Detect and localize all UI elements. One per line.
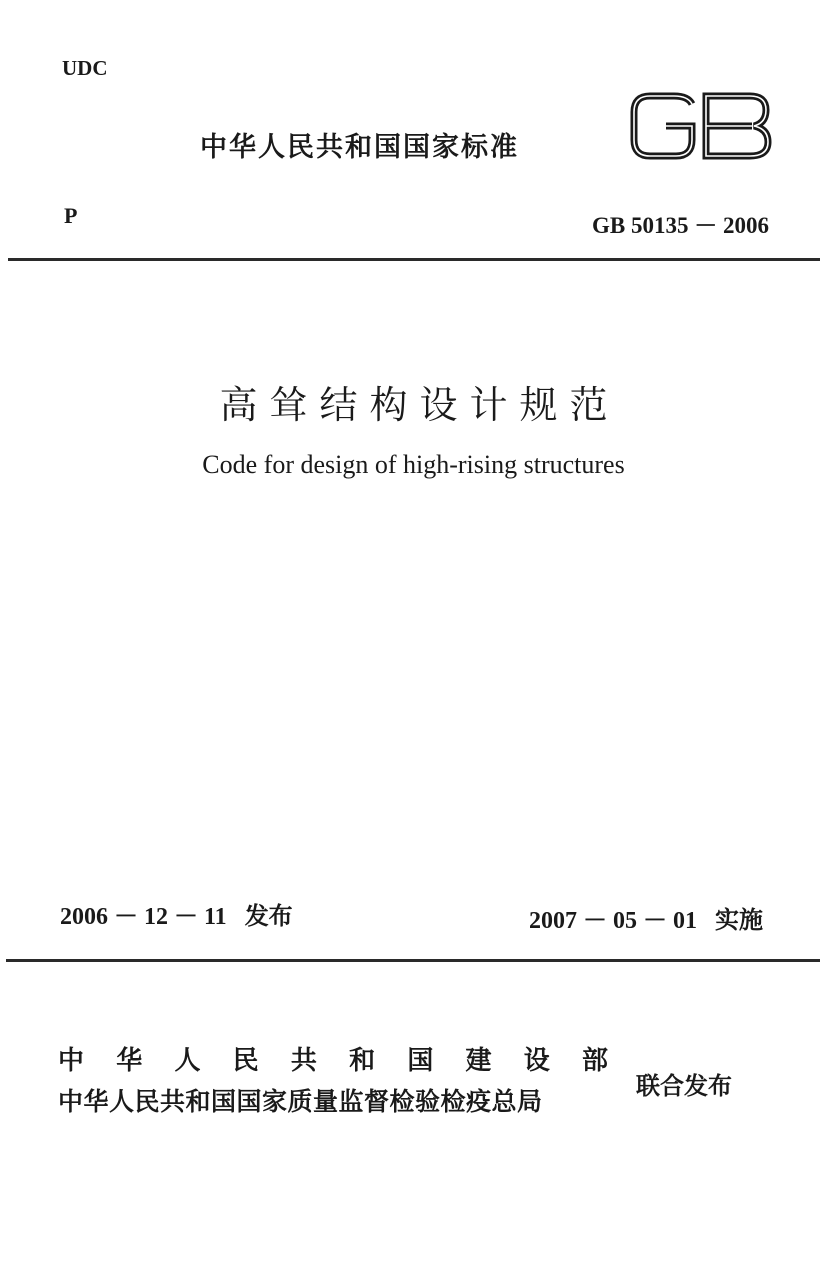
publisher-char: 中 — [58, 1046, 85, 1076]
issue-label: 发布 — [244, 902, 293, 930]
header-divider — [8, 258, 820, 261]
title-chinese: 高耸结构设计规范 — [219, 383, 620, 427]
national-standard-heading: 中华人民共和国国家标准 — [200, 132, 519, 163]
publisher-char: 华 — [116, 1046, 143, 1076]
publisher-char: 设 — [523, 1046, 550, 1076]
title-english: Code for design of high-rising structures — [202, 450, 625, 479]
implement-date-block — [529, 900, 763, 935]
gb-logo-icon — [628, 90, 774, 162]
joint-publish-label: 联合发布 — [636, 1072, 732, 1100]
standard-number: GB 50135 － 2006 — [592, 213, 769, 238]
publisher-ministry — [58, 1040, 608, 1077]
publisher-char: 建 — [465, 1046, 492, 1076]
implement-date: 2007 － 05 － 01 — [529, 908, 697, 934]
publisher-char: 和 — [349, 1046, 376, 1076]
publisher-char: 人 — [174, 1046, 201, 1076]
publisher-char: 国 — [407, 1046, 434, 1076]
issue-date: 2006 － 12 － 11 — [60, 904, 227, 930]
publisher-char: 共 — [290, 1046, 317, 1076]
publisher-char: 部 — [581, 1046, 608, 1076]
classification-code: P — [64, 203, 78, 228]
publisher-aqsiq: 中华人民共和国国家质量监督检验检疫总局 — [58, 1087, 543, 1116]
udc-label: UDC — [62, 56, 108, 80]
footer-divider — [6, 959, 820, 962]
issue-date-block — [60, 896, 293, 931]
publisher-char: 民 — [232, 1046, 259, 1076]
implement-label: 实施 — [715, 906, 763, 934]
